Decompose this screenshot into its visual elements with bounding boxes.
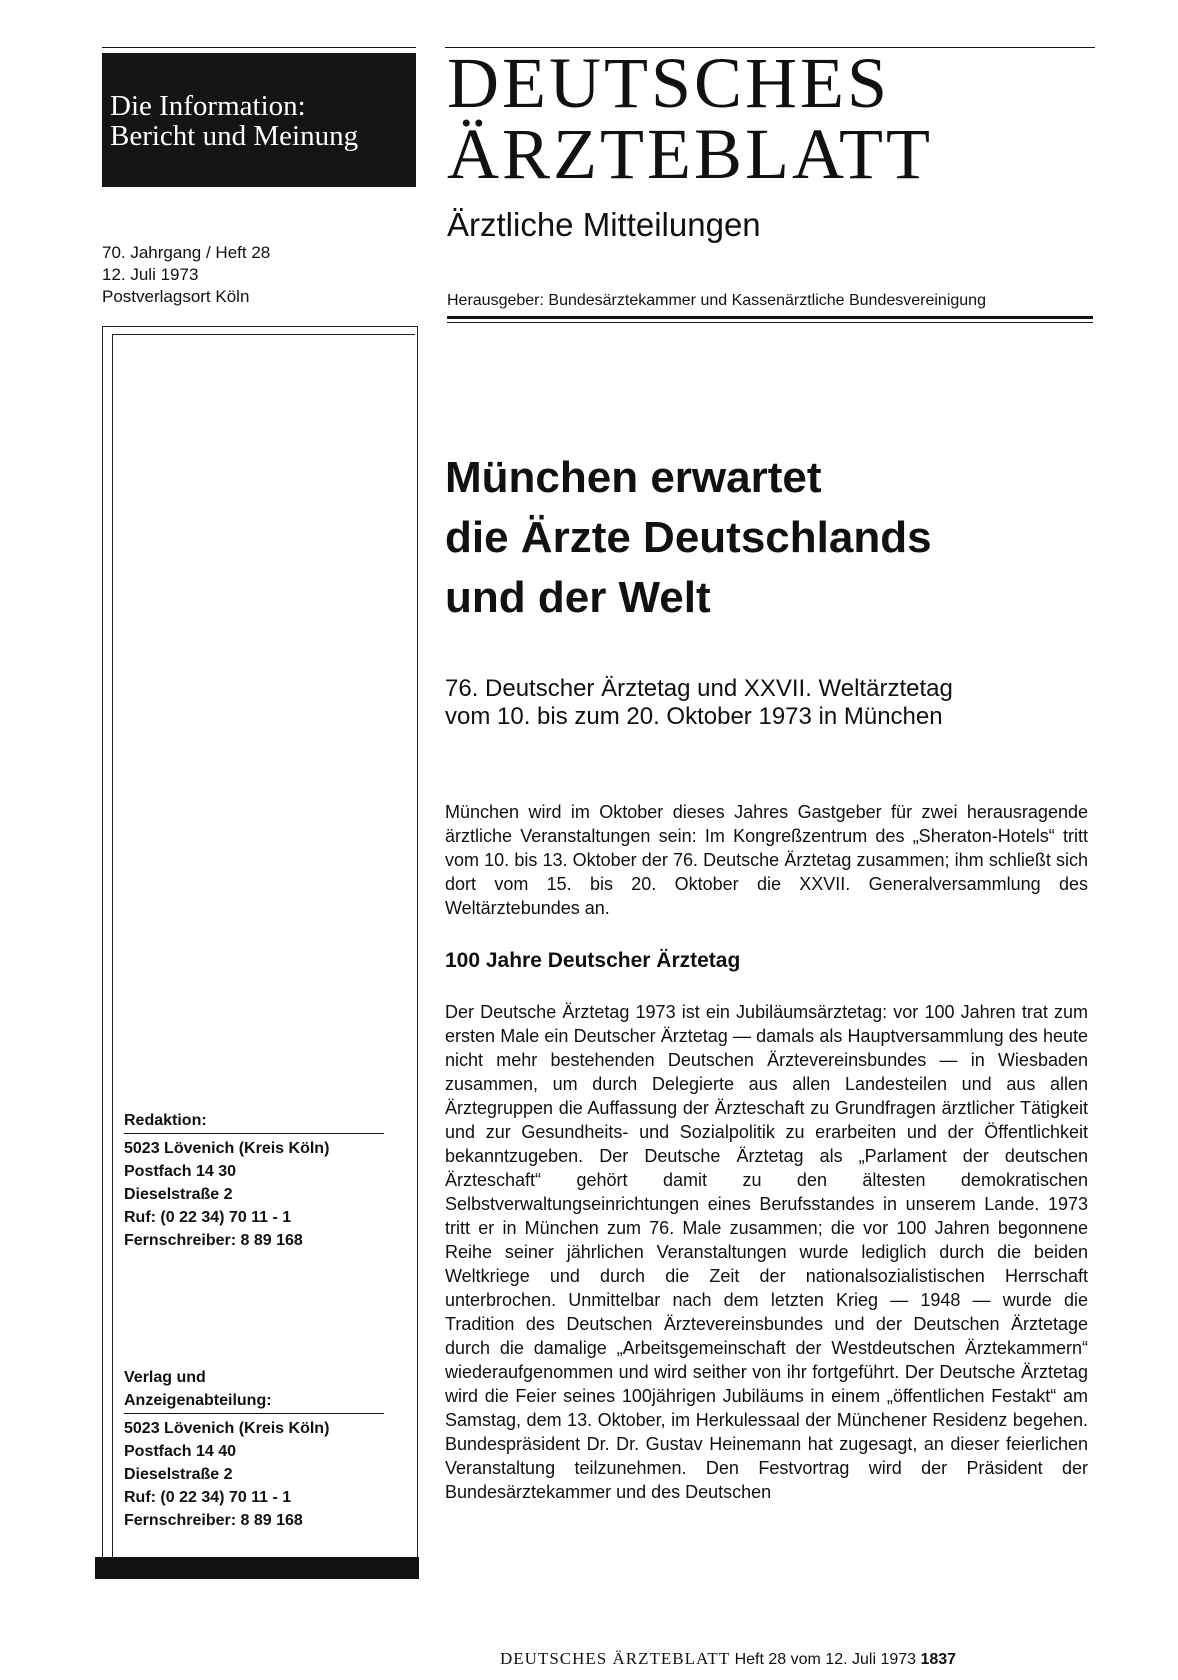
masthead-rule-thin	[447, 322, 1093, 323]
section-label-line1: Die Information:	[110, 90, 306, 122]
redaktion-block	[124, 1109, 384, 1252]
publisher-line: Herausgeber: Bundesärztekammer und Kassenärztliche Bundesvereinigung	[447, 292, 986, 309]
redaktion-line: Dieselstraße 2	[124, 1186, 233, 1203]
verlag-block	[124, 1366, 384, 1532]
masthead-subtitle: Ärztliche Mitteilungen	[447, 206, 761, 243]
masthead-rule-thick	[447, 316, 1093, 319]
verlag-line: Ruf: (0 22 34) 70 11 - 1	[124, 1489, 292, 1506]
issue-info	[102, 242, 270, 308]
headline-line: und der Welt	[445, 573, 711, 622]
verlag-line: 5023 Lövenich (Kreis Köln)	[124, 1420, 330, 1437]
headline-line: München erwartet	[445, 453, 822, 502]
issue-volume: 70. Jahrgang / Heft 28	[102, 243, 271, 262]
deck-line: vom 10. bis zum 20. Oktober 1973 in München	[445, 703, 943, 730]
verlag-rule	[124, 1413, 384, 1414]
footer-issue: Heft 28 vom 12. Juli 1973	[734, 1651, 917, 1668]
redaktion-line: Postfach 14 30	[124, 1163, 237, 1180]
section-label-line2: Bericht und Meinung	[110, 120, 359, 152]
article-deck	[445, 675, 1085, 731]
redaktion-line: Ruf: (0 22 34) 70 11 - 1	[124, 1209, 292, 1226]
masthead-line2: ÄRZTEBLATT	[447, 114, 933, 194]
verlag-heading-2: Anzeigenabteilung:	[124, 1392, 272, 1409]
issue-date: 12. Juli 1973	[102, 265, 199, 284]
page-number: 1837	[920, 1651, 957, 1668]
article-lead: München wird im Oktober dieses Jahres Gastgeber für zwei herausragende ärztliche Veranstaltungen sein: Im Kongreßzentrum des „Sheraton-Hotels“ tritt vom 10. bis 13. Oktober der 76. Deutsche Ärztetag zusammen; ihm schließt sich dort vom 15. bis 20. Oktober die XXVII. Generalversammlung des Weltärztebundes an.	[445, 802, 1088, 918]
page-footer	[500, 1650, 956, 1669]
headline-line: die Ärzte Deutschlands	[445, 513, 932, 562]
section-label-box	[102, 53, 416, 187]
section-heading: 100 Jahre Deutscher Ärztetag	[445, 949, 741, 972]
verlag-heading-1: Verlag und	[124, 1369, 206, 1386]
sidebar-bottom-bar	[95, 1557, 419, 1579]
footer-masthead: DEUTSCHES ÄRZTEBLATT	[500, 1649, 731, 1668]
article-headline	[445, 448, 1085, 628]
article-body: Der Deutsche Ärztetag 1973 ist ein Jubiläumsärztetag: vor 100 Jahren trat zum ersten Male ein Deutscher Ärztetag — damals als Hauptversammlung des heute nicht mehr bestehenden Deutschen Ärztevereinsbundes — in Wiesbaden zusammen, um durch Delegierte aus allen Landesteilen und aus allen Ärztegruppen die Auffassung der Ärzteschaft zu Grundfragen ärztlicher Tätigkeit und zur Gesundheits- und Sozialpolitik zu erarbeiten und der Öffentlichkeit bekanntzugeben. Der Deutsche Ärztetag als „Parlament der deutschen Ärzteschaft“ gehört damit zu den ältesten demokratischen Selbstverwaltungseinrichtungen eines Berufsstandes in unserem Lande. 1973 tritt er in München zum 76. Male zusammen; die vor 100 Jahren begonnene Reihe seiner jährlichen Veranstaltungen wurde lediglich durch die beiden Weltkriege und durch die Zeit der nationalsozialistischen Herrschaft unterbrochen. Unmittelbar nach dem letzten Krieg — 1948 — wurde die Tradition des Deutschen Ärztevereinsbundes und der Deutschen Ärztetage durch die damalige „Arbeitsgemeinschaft der Westdeutschen Ärztekammern“ wiederaufgenommen und wird seither von ihr fortgeführt. Der Deutsche Ärztetag wird die Feier seines 100jährigen Jubiläums in einem „öffentlichen Festakt“ am Samstag, dem 13. Oktober, im Herkulessaal der Münchener Residenz begehen. Bundespräsident Dr. Dr. Gustav Heinemann hat zugesagt, an dieser feierlichen Veranstaltung teilzunehmen. Den Festvortrag wird der Präsident der Bundesärztekammer und des Deutschen	[445, 1002, 1088, 1502]
redaktion-line: Fernschreiber: 8 89 168	[124, 1232, 303, 1249]
redaktion-heading: Redaktion:	[124, 1112, 207, 1129]
masthead-line1: DEUTSCHES	[447, 43, 891, 123]
verlag-line: Dieselstraße 2	[124, 1466, 233, 1483]
verlag-line: Postfach 14 40	[124, 1443, 237, 1460]
top-rule-left	[102, 47, 416, 48]
deck-line: 76. Deutscher Ärztetag und XXVII. Weltärztetag	[445, 675, 953, 702]
issue-place: Postverlagsort Köln	[102, 287, 250, 306]
redaktion-line: 5023 Lövenich (Kreis Köln)	[124, 1140, 330, 1157]
redaktion-rule	[124, 1133, 384, 1134]
verlag-line: Fernschreiber: 8 89 168	[124, 1512, 303, 1529]
